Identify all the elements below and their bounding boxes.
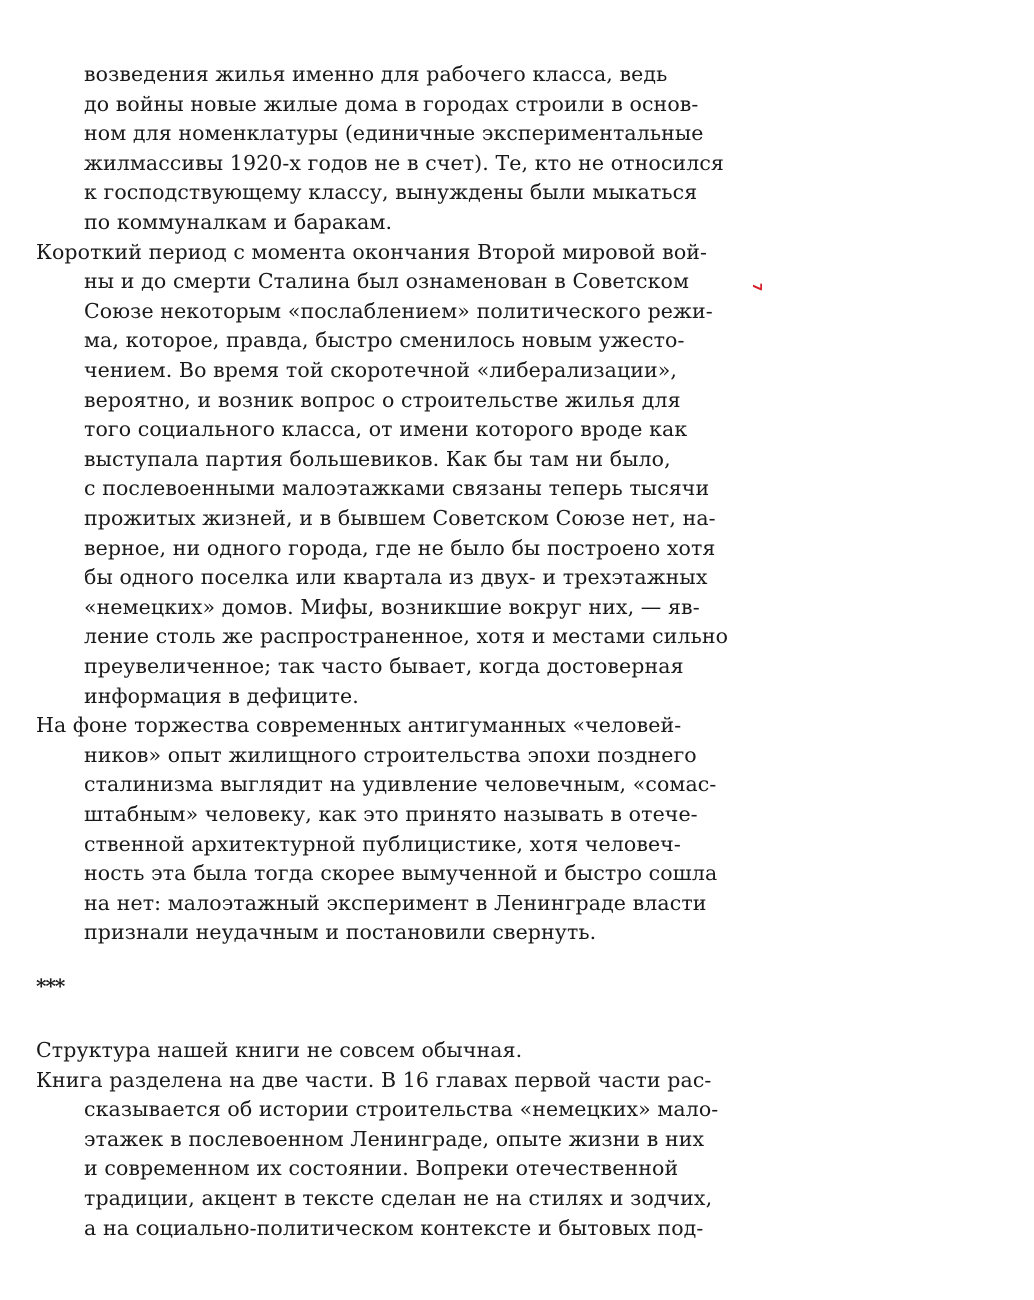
text-line: этажек в послевоенном Ленинграде, опыте жизни в них <box>84 1126 705 1151</box>
text-line: ление столь же распространенное, хотя и местами сильно <box>84 624 729 649</box>
text-line: ны и до смерти Сталина был ознаменован в Советском <box>84 269 690 294</box>
text-line: выступала партия большевиков. Как бы там ни было, <box>84 446 671 471</box>
text-line: сталинизма выглядит на удивление человечным, «сомас- <box>84 772 717 797</box>
text-line: Короткий период с момента окончания Второй мировой вой- <box>36 239 708 264</box>
text-line: сказывается об истории строительства «немецких» мало- <box>84 1097 719 1122</box>
text-line: На фоне торжества современных антигуманных «человей- <box>36 713 682 738</box>
section-separator: *** <box>36 974 65 998</box>
text-line: ном для номенклатуры (единичные экспериментальные <box>84 121 704 146</box>
text-line: того социального класса, от имени которого вроде как <box>84 417 688 442</box>
text-line: «немецких» домов. Мифы, возникшие вокруг них, — яв- <box>84 594 700 619</box>
text-line: к господствующему классу, вынуждены были мыкаться <box>84 180 698 205</box>
text-line: ность эта была тогда скорее вымученной и быстро сошла <box>84 861 718 886</box>
text-line: а на социально-политическом контексте и бытовых под- <box>84 1215 704 1240</box>
text-line: чением. Во время той скоротечной «либерализации», <box>84 358 678 382</box>
text-line: Структура нашей книги не совсем обычная. <box>36 1038 523 1062</box>
text-line: на нет: малоэтажный эксперимент в Ленинграде власти <box>84 890 707 915</box>
text-line: бы одного поселка или квартала из двух- и трехэтажных <box>84 565 708 590</box>
text-line: Союзе некоторым «послаблением» политического режи- <box>84 298 713 323</box>
text-line: признали неудачным и постановили свернуть. <box>84 920 597 945</box>
text-line: информация в дефиците. <box>84 683 359 708</box>
text-line: жилмассивы 1920-х годов не в счет). Те, кто не относился <box>84 150 724 175</box>
text-line: возведения жилья именно для рабочего класса, ведь <box>84 62 668 86</box>
text-line: традиции, акцент в тексте сделан не на стилях и зодчих, <box>84 1186 713 1210</box>
text-line: верное, ни одного города, где не было бы построено хотя <box>84 535 716 560</box>
text-line: преувеличенное; так часто бывает, когда достоверная <box>84 654 684 678</box>
text-line: до войны новые жилые дома в городах строили в основ- <box>84 91 699 116</box>
text-line: вероятно, и возник вопрос о строительстве жилья для <box>84 387 681 412</box>
text-line: по коммуналкам и баракам. <box>84 210 393 234</box>
text-line: Книга разделена на две части. В 16 главах первой части рас- <box>36 1067 712 1092</box>
text-line: ственной архитектурной публицистике, хотя человеч- <box>84 831 681 856</box>
text-line: и современном их состоянии. Вопреки отечественной <box>84 1156 679 1181</box>
page-number: 7 <box>750 282 765 292</box>
text-line: штабным» человеку, как это принято называть в отече- <box>84 802 698 826</box>
text-line: ма, которое, правда, быстро сменилось новым ужесто- <box>84 328 685 353</box>
text-line: прожитых жизней, и в бывшем Советском Союзе нет, на- <box>84 506 716 530</box>
text-line: ников» опыт жилищного строительства эпохи позднего <box>84 742 697 767</box>
text-line: с послевоенными малоэтажками связаны теперь тысячи <box>84 476 710 501</box>
